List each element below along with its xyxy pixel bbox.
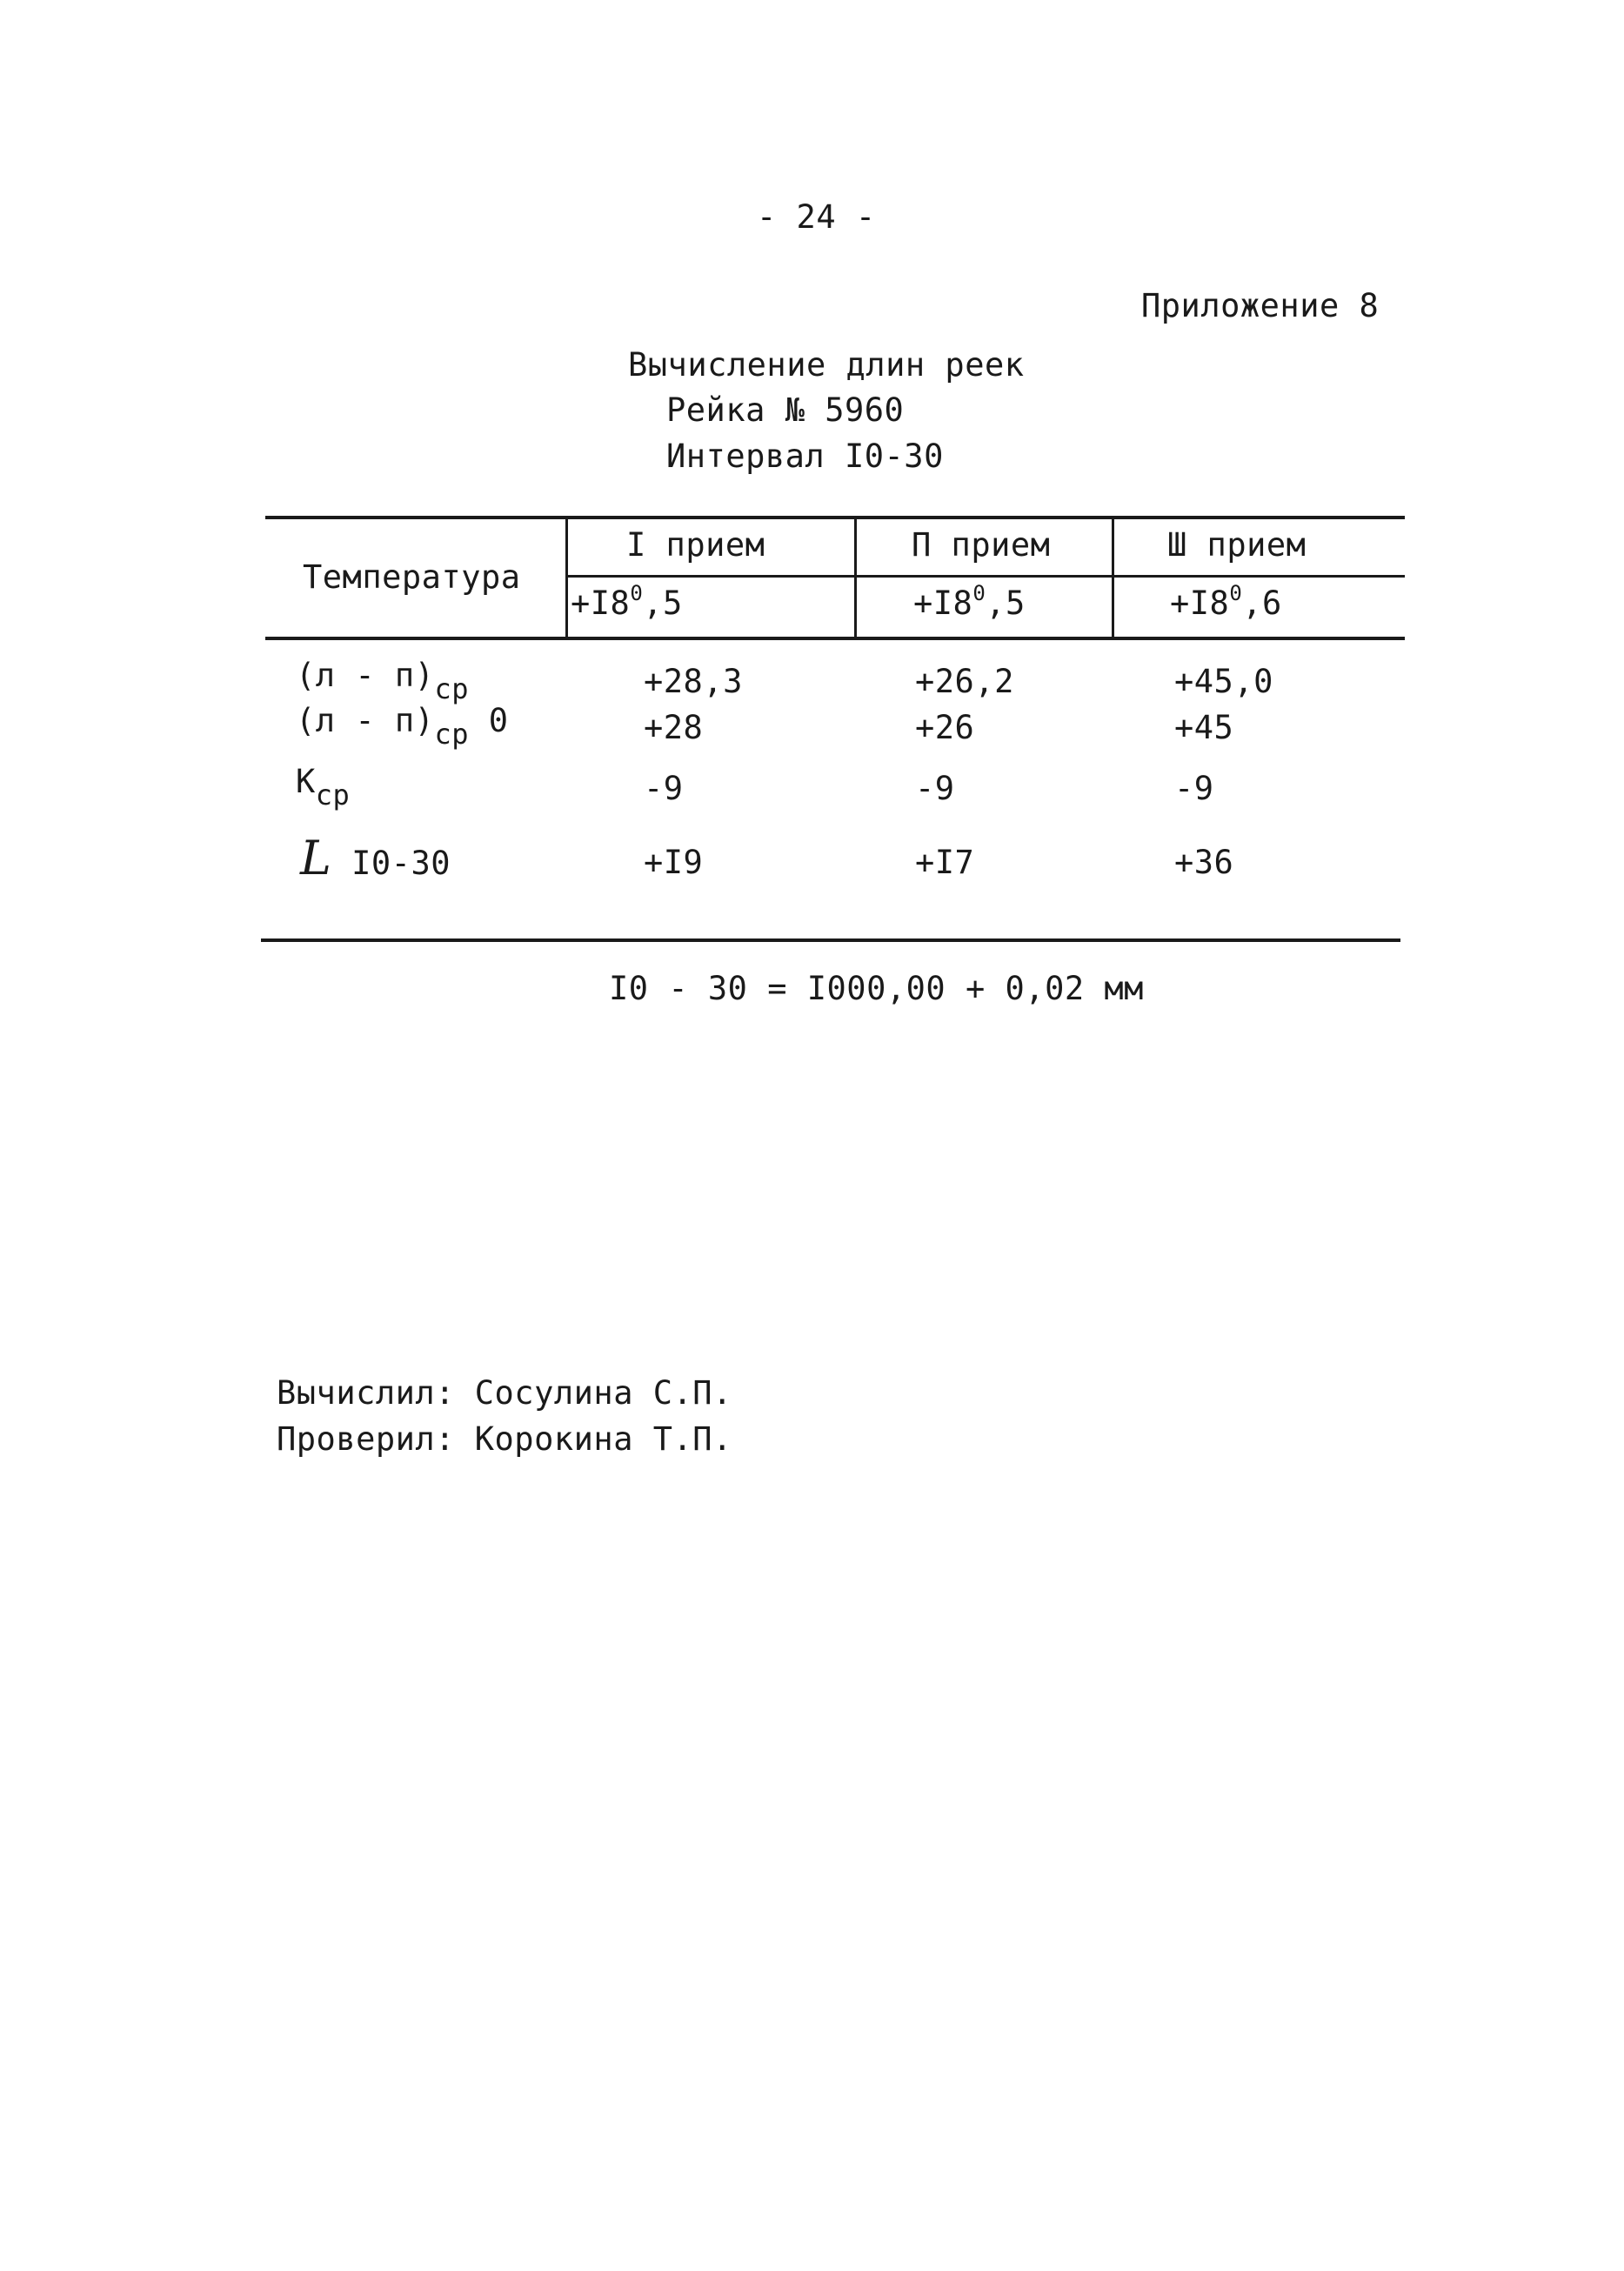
table-cell: +45,0 [1174, 663, 1273, 700]
table-cell: +28 [644, 709, 704, 746]
table-mid-rule [565, 575, 1405, 578]
column-header-3: Ш прием [1167, 526, 1307, 564]
table-cell: +I7 [915, 844, 975, 881]
table-divider-1 [565, 518, 568, 638]
row-label-mean-correction: Кср [296, 763, 351, 812]
table-cell: +45 [1174, 709, 1234, 746]
staff-number: Рейка № 5960 [666, 391, 905, 429]
row-label-length: L I0-30 [300, 831, 451, 885]
table-cell: -9 [1174, 770, 1214, 807]
row-label-mean-difference-rounded: (л - п)ср 0 [296, 702, 509, 751]
row-label-mean-difference: (л - п)ср [296, 657, 469, 705]
column-header-1: I прием [626, 526, 765, 564]
appendix-label: Приложение 8 [1141, 287, 1380, 324]
temperature-value-2: $+I8^0,5$ [913, 581, 1026, 622]
degree-mark: 0 [972, 581, 986, 605]
result-formula: I0 - 30 = I000,00 + 0,02 мм [609, 970, 1144, 1007]
degree-mark: 0 [1229, 581, 1243, 605]
table-divider-3 [1112, 518, 1114, 638]
document-title: Вычисление длин реек [628, 346, 1025, 384]
table-divider-2 [854, 518, 857, 638]
table-cell: +26 [915, 709, 975, 746]
computed-by: Вычислил: Сосулина С.П. [277, 1374, 732, 1412]
degree-mark: 0 [630, 581, 644, 605]
interval-label: Интервал I0-30 [666, 438, 944, 475]
table-cell: +I9 [644, 844, 704, 881]
table-bottom-rule [261, 938, 1400, 942]
table-cell: -9 [915, 770, 955, 807]
temperature-value-1: $+I8^0,5$ [571, 581, 683, 622]
table-cell: +26,2 [915, 663, 1014, 700]
length-symbol: L [300, 831, 332, 885]
table-header-rule [265, 637, 1405, 640]
table-cell: +36 [1174, 844, 1234, 881]
page-number: - 24 - [757, 198, 876, 236]
table-cell: -9 [644, 770, 684, 807]
checked-by: Проверил: Корокина Т.П. [277, 1420, 732, 1458]
row-header-temperature: Температура [303, 558, 521, 596]
table-cell: +28,3 [644, 663, 743, 700]
column-header-2: П прием [912, 526, 1051, 564]
temperature-value-3: $+I8^0,6$ [1170, 581, 1282, 622]
table-top-rule [265, 516, 1405, 519]
